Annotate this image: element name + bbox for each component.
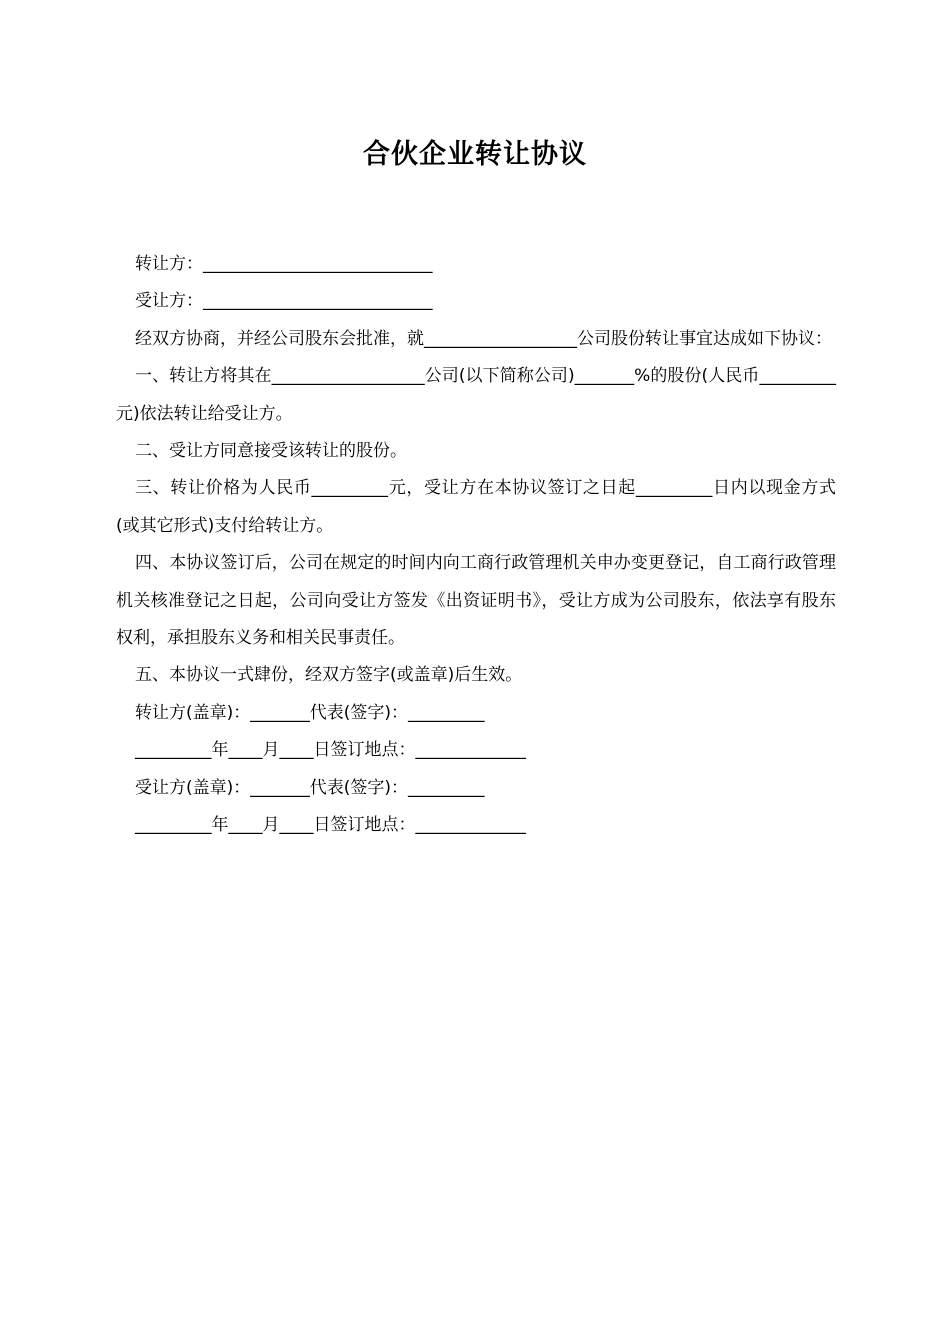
transferor-line: 转让方：___________________________ bbox=[135, 254, 433, 274]
transferee-signature-line: 受让方(盖章)：_______代表(签字)：_________ bbox=[135, 777, 485, 798]
transferor-date-place-line: _________年____月____日签订地点：_____________ bbox=[135, 740, 526, 761]
clause-3: 三、转让价格为人民币_________元，受让方在本协议签订之日起_________日内以现金方式(或其它形式)支付给转让方。 bbox=[116, 478, 836, 536]
transferor-signature-line: 转让方(盖章)：_______代表(签字)：_________ bbox=[135, 702, 485, 723]
clause-2: 二、受让方同意接受该转让的股份。 bbox=[135, 441, 407, 462]
document-body bbox=[116, 246, 836, 845]
document-title: 合伙企业转让协议 bbox=[363, 139, 587, 170]
transferee-line: 受让方：___________________________ bbox=[135, 291, 433, 312]
preamble-paragraph: 经双方协商，并经公司股东会批准，就__________________公司股份转让事宜达成如下协议： bbox=[135, 328, 832, 349]
clause-5: 五、本协议一式肆份，经双方签字(或盖章)后生效。 bbox=[135, 665, 523, 686]
transferee-date-place-line: _________年____月____日签订地点：_____________ bbox=[135, 815, 526, 836]
clause-1: 一、转让方将其在__________________公司(以下简称公司)_______%的股份(人民币_________元)依法转让给受让方。 bbox=[116, 366, 836, 424]
clause-4: 四、本协议签订后，公司在规定的时间内向工商行政管理机关申办变更登记，自工商行政管理机关核准登记之日起，公司向受让方签发《出资证明书》，受让方成为公司股东，依法享有股东权利，承担股东义务和相关民事责任。 bbox=[116, 553, 836, 649]
